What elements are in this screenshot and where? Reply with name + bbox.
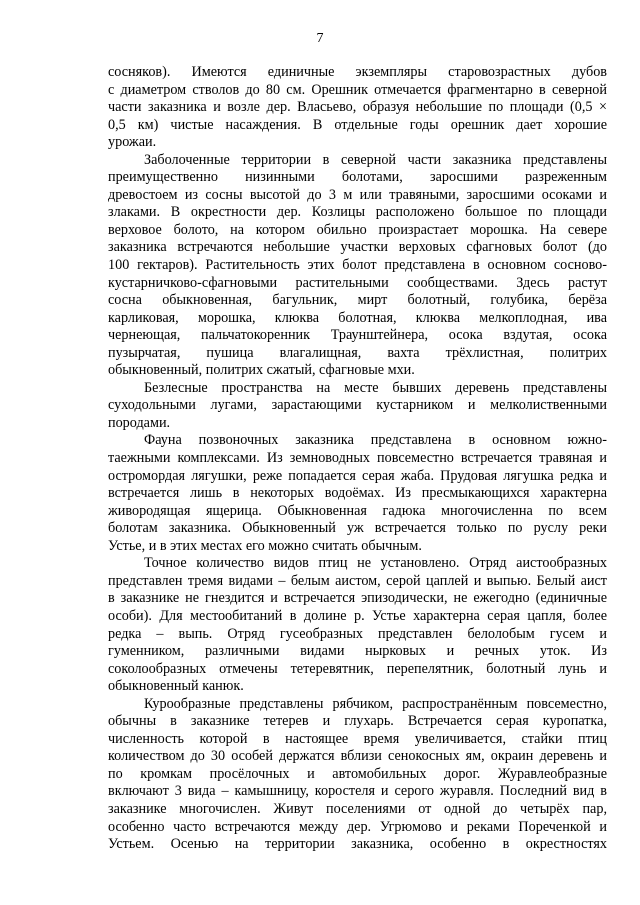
body-text	[108, 64, 607, 854]
text-line: обыкновенный, политрих сжатый, сфагновые мхи.	[108, 362, 415, 379]
paragraph	[108, 380, 607, 433]
text-line: 100 гектаров). Растительность этих болот представлена в основном сосново-	[108, 257, 607, 274]
paragraph	[108, 696, 607, 854]
text-line: верховое болото, на котором обильно произрастает морошка. На севере	[108, 221, 607, 238]
text-line: таежными комплексами. Из земноводных повсеместно встречается травяная и	[108, 450, 607, 467]
text-line: злаками. В окрестности дер. Козлицы расположено большое по площади	[108, 204, 607, 221]
text-line: сосна обыкновенная, багульник, мирт болотный, голубика, берёза	[108, 292, 607, 309]
text-line: Заболоченные территории в северной части заказника представлены	[144, 151, 607, 168]
paragraph	[108, 152, 607, 380]
text-line: представлен тремя видами – белым аистом, серой цаплей и выпью. Белый аист	[108, 572, 607, 589]
text-line: карликовая, морошка, клюква болотная, клюква мелкоплодная, ива	[108, 309, 607, 326]
text-line: редка – выпь. Отряд гусеобразных представлен белолобым гусем и	[108, 625, 607, 642]
text-line: болотам заказника. Обыкновенный уж встречается только по руслу реки	[108, 520, 607, 537]
paragraph	[108, 555, 607, 695]
text-line: численность которой в настоящее время увеличивается, стайки птиц	[108, 730, 607, 747]
text-line: Фауна позвоночных заказника представлена в основном южно-	[144, 432, 607, 449]
text-line: древостоем из сосны высотой до 3 м или травяными, заросшими осоками и	[108, 186, 607, 203]
text-line: обыкновенный канюк.	[108, 678, 244, 695]
text-line: Точное количество видов птиц не установлено. Отряд аистообразных	[144, 555, 607, 572]
text-line: сосняков). Имеются единичные экземпляры старовозрастных дубов	[108, 64, 607, 80]
text-line: особи). Для местообитаний в долине р. Устье характерна серая цапля, более	[108, 607, 607, 624]
text-line: включают 3 вида – камышницу, коростеля и серого журавля. Последний вид в	[108, 783, 607, 800]
text-line: с диаметром стволов до 80 см. Орешник отмечается фрагментарно в северной	[108, 81, 607, 98]
text-line: остромордая лягушки, реже попадается серая жаба. Прудовая лягушка редка и	[108, 467, 607, 484]
page-number: 7	[316, 31, 324, 46]
text-line: преимущественно низинными болотами, заросшими разреженным	[108, 169, 607, 186]
text-line: живородящая ящерица. Обыкновенная гадюка многочисленна по всем	[108, 502, 607, 519]
text-line: количеством до 30 особей держатся вблизи сенокосных ям, окраин деревень и	[108, 748, 607, 765]
text-line: кустарничково-сфагновыми растительными сообществами. Здесь растут	[108, 274, 607, 291]
text-line: обычны в заказнике тетерев и глухарь. Встречается серая куропатка,	[108, 713, 607, 730]
text-line: урожаи.	[108, 134, 157, 151]
text-line: части заказника и возле дер. Власьево, образуя небольшие по площади (0,5 ×	[108, 99, 607, 116]
text-line: гуменником, различными видами нырковых и речных уток. Из	[108, 643, 607, 660]
text-line: заказника встречаются небольшие участки верховых сфагновых болот (до	[108, 239, 607, 256]
paragraph	[108, 64, 607, 152]
text-line: соколообразных отмечены тетеревятник, перепелятник, болотный лунь и	[108, 660, 607, 677]
text-line: суходольными лугами, зарастающими кустарником и мелколиственными	[108, 397, 607, 414]
text-line: Безлесные пространства на месте бывших деревень представлены	[144, 379, 607, 396]
text-line: чернеющая, пальчатокоренник Траунштейнера, осока вздутая, осока	[108, 327, 607, 344]
text-line: породами.	[108, 414, 171, 431]
text-line: по кромкам просёлочных и автомобильных дорог. Журавлеобразные	[108, 765, 607, 782]
text-line: заказнике многочислен. Живут поселениями от одной до четырёх пар,	[108, 800, 607, 817]
text-line: встречается лишь в некоторых водоёмах. Из пресмыкающихся характерна	[108, 485, 607, 502]
text-line: Устье, и в этих местах его можно считать обычным.	[108, 537, 422, 554]
text-line: Курообразные представлены рябчиком, распространённым повсеместно,	[144, 695, 607, 712]
text-line: 0,5 км) чистые насаждения. В отдельные годы орешник дает хорошие	[108, 116, 607, 133]
text-line: особенно часто встречаются между дер. Угрюмово и реками Пореченкой и	[108, 818, 607, 835]
text-line: в заказнике не гнездится и встречается эпизодически, не ежегодно (единичные	[108, 590, 607, 607]
paragraph	[108, 432, 607, 555]
text-line: Устьем. Осенью на территории заказника, особенно в окрестностях	[108, 836, 607, 853]
text-line: пузырчатая, пушица влагалищная, вахта трёхлистная, политрих	[108, 344, 607, 361]
